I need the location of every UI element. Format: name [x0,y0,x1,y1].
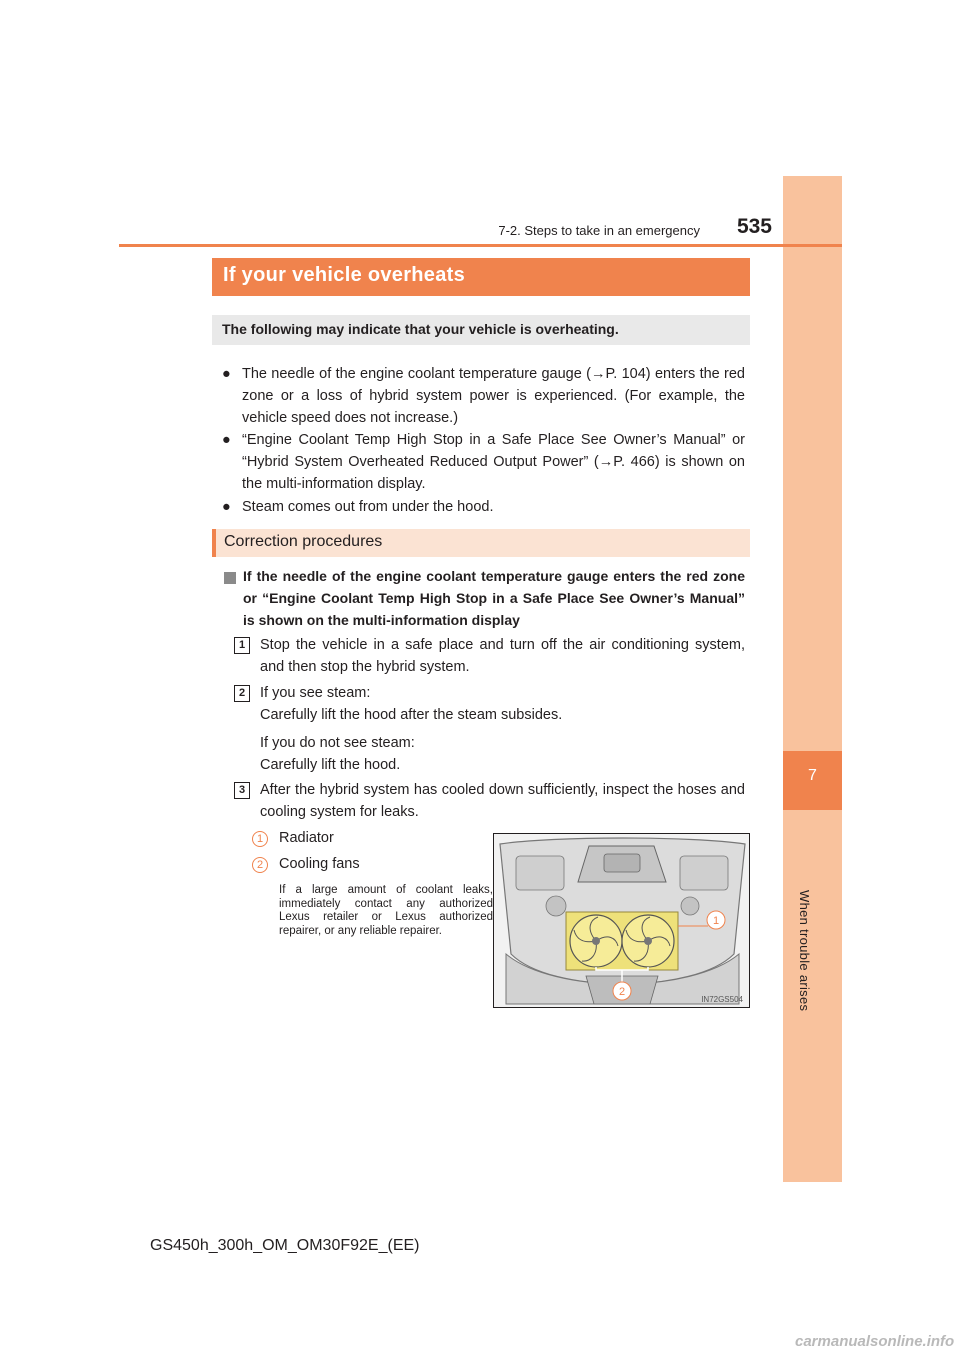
svg-text:2: 2 [618,986,626,998]
step-text: Stop the vehicle in a safe place and turn off the air conditioning system, and then stop the hybrid system. [260,637,745,675]
bullet-dot-icon: ● [222,432,231,448]
step-text: Carefully lift the hood after the steam subsides. [260,707,563,723]
step-number: 3 [234,782,250,799]
bullet-dot-icon: ● [222,366,231,382]
page-title-box [212,258,750,296]
chapter-label: When trouble arises [797,890,812,1012]
square-bullet-icon [224,572,236,584]
chapter-side-band [783,176,842,1182]
svg-text:1: 1 [712,915,720,927]
bullet-text: “Engine Coolant Temp High Stop in a Safe Place See Owner’s Manual” or “Hybrid System Overheated Reduced Output Power” (→P. 466) is shown on the multi-information display. [242,432,745,492]
page-title: If your vehicle overheats [223,264,466,286]
engine-bay-illustration [493,833,750,1008]
lead-box [212,315,750,345]
step-text: Carefully lift the hood. [260,757,401,773]
step-text: After the hybrid system has cooled down sufficiently, inspect the hoses and cooling system for leaks. [260,782,745,820]
callout-number: 2 [252,857,268,873]
step-text: If you see steam: [260,685,371,701]
note-text: If a large amount of coolant leaks, immediately contact any authorized Lexus retailer or Lexus authorized repairer, or any reliable repairer. [279,884,493,937]
bullet-text: Steam comes out from under the hood. [242,499,494,515]
bullet-text: The needle of the engine coolant temperature gauge (→P. 104) enters the red zone or a loss of hybrid system power is experienced. (For example, the vehicle speed does not increase.) [242,366,745,426]
bullet-dot-icon: ● [222,499,231,515]
subheading: Correction procedures [224,533,383,550]
callout-label: Cooling fans [279,856,360,872]
watermark: carmanualsonline.info [795,1333,955,1350]
section-title: 7-2. Steps to take in an emergency [498,223,700,238]
document-code: GS450h_300h_OM_OM30F92E_(EE) [150,1237,420,1254]
subheading-box [212,529,750,557]
header-rule [119,244,842,247]
callout-label: Radiator [279,830,334,846]
step-number: 2 [234,685,250,702]
step-number: 1 [234,637,250,654]
step-text: If you do not see steam: [260,735,415,751]
page-number: 535 [736,215,772,238]
chapter-number: 7 [808,767,817,784]
engine-bay-drawing [494,834,750,1008]
lead-text: The following may indicate that your vehicle is overheating. [222,321,619,337]
condition-text: If the needle of the engine coolant temperature gauge enters the red zone or “Engine Coolant Temp High Stop in a Safe Place See Owner’s Manual” is shown on the multi-information display [243,568,745,628]
callout-number: 1 [252,831,268,847]
figure-code: IN72GS504 [701,995,743,1004]
